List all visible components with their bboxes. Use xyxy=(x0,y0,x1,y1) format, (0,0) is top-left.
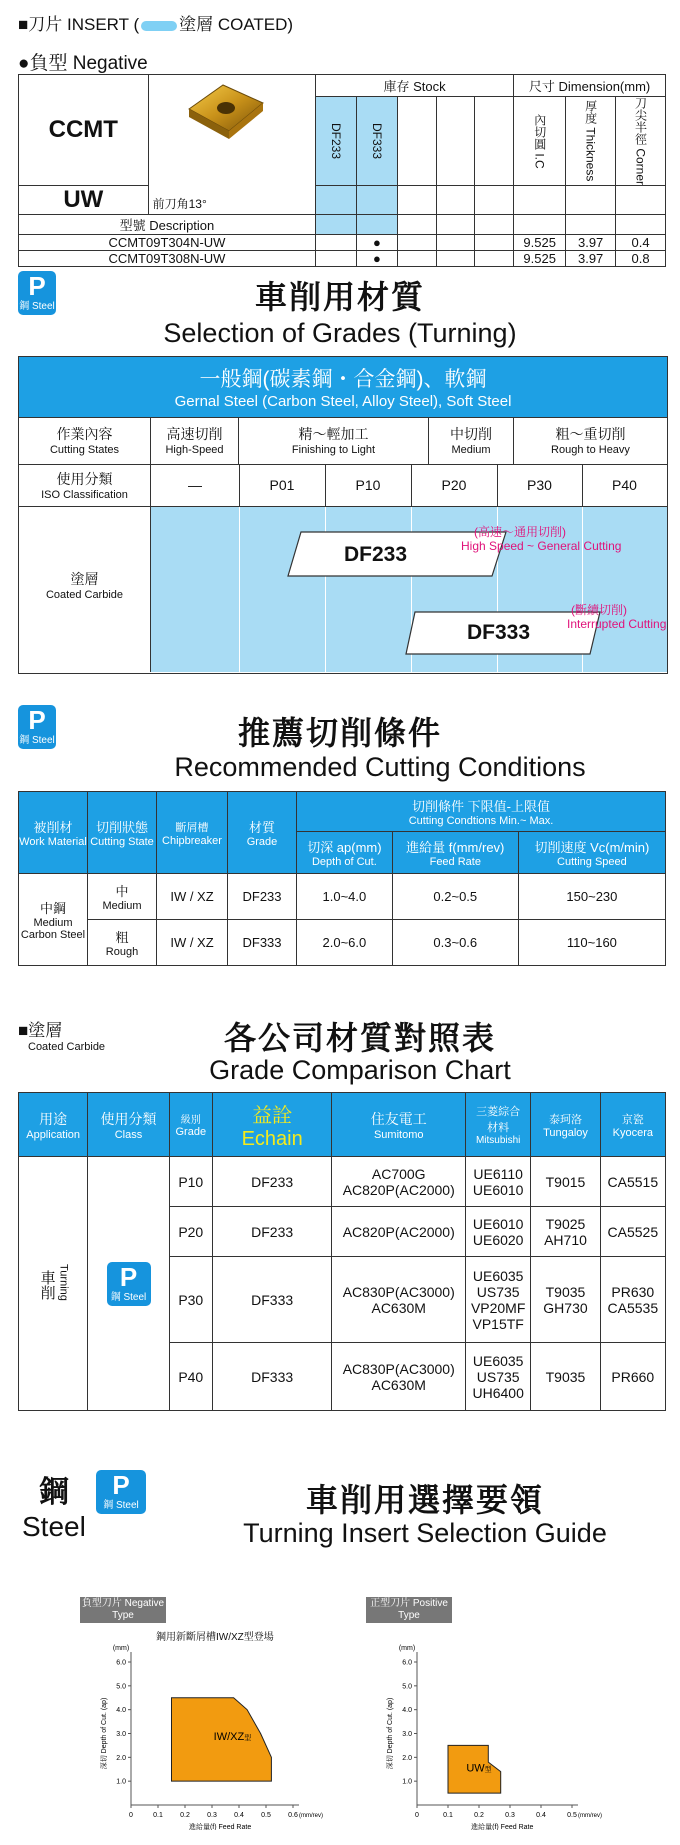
section-header xyxy=(18,10,293,35)
x-tick-label: 0 xyxy=(129,1812,133,1819)
table-row: 粗 Rough IW / XZ DF333 2.0~6.0 0.3~0.6 110~160 xyxy=(19,920,666,966)
x-tick-label: 0.6 xyxy=(288,1812,298,1819)
table-row: P20 DF233 AC820P(AC2000) UE6010 UE6020 T9025 AH710 CA5525 xyxy=(19,1207,666,1257)
df233-label: DF233 xyxy=(344,543,408,566)
table-row: 車削 Turning P 鋼 Steel P10 DF233 AC700G AC820P(AC2000) UE6110 UE6010 T9015 CA5515 xyxy=(19,1157,666,1207)
turning-en: Turning xyxy=(57,1263,70,1301)
medium-zh: 中切削 xyxy=(450,426,492,442)
y-tick-label: 1.0 xyxy=(116,1778,126,1786)
negative-chart-subtitle: 鋼用新斷屑槽IW/XZ型登場 xyxy=(156,1632,274,1643)
positive-type-chart xyxy=(382,1640,622,1830)
df233-note-zh: (高速～通用切削) xyxy=(474,525,566,539)
insert-photo xyxy=(179,79,269,151)
y-tick-label: 4.0 xyxy=(116,1707,126,1715)
region-label-suffix: 型 xyxy=(244,1734,252,1742)
region-label-text: IW/XZ xyxy=(213,1730,245,1743)
table-row: P40 DF333 AC830P(AC3000) AC630M UE6035 US735 UH6400 T9035 PR660 xyxy=(19,1343,666,1411)
iso-value: P10 xyxy=(325,465,412,506)
x-tick-label: 0.2 xyxy=(474,1812,484,1819)
region-label-suffix: 型 xyxy=(484,1766,492,1774)
df333-note-zh: (斷續切削) xyxy=(571,603,627,617)
conditions-table: 被削材 Work Material 切削狀態 Cutting State 斷屑槽 Chipbreaker 材質 Grade 切削條件 下限值-上限值 Cutting Condtions Min.~ Max. 切深 ap(mm) Depth of Cut. 進給量 f(mm/rev) Feed Rate 切削速度 Vc(m/min) Cutting Speed 中鋼 Medium Carbon Steel 中 Medium IW / XZ DF233 1.0~4.0 0.2~0.5 150~230 粗 Rough IW / XZ DF333 2.0~6.0 0.3~0.6 110~160 xyxy=(18,791,666,966)
insert-image-cell xyxy=(148,75,315,215)
y-tick-label: 4.0 xyxy=(402,1707,412,1715)
rough-zh: 粗～重切削 xyxy=(555,426,626,442)
table-row: CCMT09T308N-UW ● 9.525 3.97 0.8 xyxy=(19,251,666,267)
guide-steel-label: 鋼 Steel xyxy=(22,1476,86,1542)
x-unit: (mm/rev) xyxy=(299,1813,323,1819)
comparison-title-en: Grade Comparison Chart xyxy=(209,1055,511,1085)
iso-value: — xyxy=(151,465,240,506)
table-row: CCMT09T304N-UW ● 9.525 3.97 0.4 xyxy=(19,235,666,251)
y-tick-label: 2.0 xyxy=(402,1754,412,1762)
df233-note-en: High Speed ~ General Cutting xyxy=(461,539,622,553)
steel-badge: P 鋼 Steel xyxy=(96,1470,146,1514)
x-axis-label: 進給量(f) Feed Rate xyxy=(188,1824,252,1830)
grades-title-en: Selection of Grades (Turning) xyxy=(163,318,517,348)
insert-table xyxy=(18,74,666,267)
comparison-title-zh: 各公司材質對照表 xyxy=(223,1020,496,1056)
x-tick-label: 0.2 xyxy=(180,1812,190,1819)
turning-zh: 車削 xyxy=(38,1270,56,1301)
iso-value: P40 xyxy=(612,477,637,493)
header-prefix: ■刀片 INSERT ( xyxy=(18,15,140,34)
description-label: 型號 Description xyxy=(19,215,316,235)
table-row: 中鋼 Medium Carbon Steel 中 Medium IW / XZ DF233 1.0~4.0 0.2~0.5 150~230 xyxy=(19,874,666,920)
x-tick-label: 0.1 xyxy=(443,1812,453,1819)
finishing-zh: 精～輕加工 xyxy=(298,426,369,442)
conditions-title-en: Recommended Cutting Conditions xyxy=(174,752,586,782)
conditions-title-zh: 推薦切削條件 xyxy=(237,715,442,751)
steel-badge: P 鋼 Steel xyxy=(18,271,56,315)
dim-ic: 內切圓 I.C xyxy=(532,113,547,169)
iso-value: P20 xyxy=(411,465,498,506)
y-unit: (mm) xyxy=(112,1645,130,1652)
guide-title-en: Turning Insert Selection Guide xyxy=(243,1518,607,1548)
df333-note-en: Interrupted Cutting xyxy=(567,617,667,631)
negative-label: ●負型 Negative xyxy=(18,53,148,74)
grade-df333: DF333 xyxy=(369,122,384,160)
y-tick-label: 3.0 xyxy=(116,1731,126,1738)
y-tick-label: 3.0 xyxy=(402,1731,412,1738)
x-axis-label: 進給量(f) Feed Rate xyxy=(471,1824,534,1830)
steel-badge: P 鋼 Steel xyxy=(107,1262,151,1306)
x-tick-label: 0.4 xyxy=(536,1812,546,1819)
df333-label: DF333 xyxy=(467,621,531,644)
grades-banner-en: Gernal Steel (Carbon Steel, Alloy Steel), Soft Steel xyxy=(174,393,512,410)
table-row: P30 DF333 AC830P(AC3000) AC630M UE6035 US735 VP20MF VP15TF T9035 GH730 PR630 CA5535 xyxy=(19,1257,666,1343)
x-tick-label: 0.1 xyxy=(153,1812,163,1819)
header-coated: 塗層 COATED) xyxy=(179,15,294,34)
x-tick-label: 0.3 xyxy=(505,1812,515,1819)
x-tick-label: 0.4 xyxy=(234,1812,244,1819)
x-tick-label: 0 xyxy=(415,1812,419,1819)
y-tick-label: 5.0 xyxy=(116,1683,126,1691)
rake-angle: 前刀角13° xyxy=(152,197,207,212)
dim-corner: 刀尖半徑 Corner xyxy=(633,97,648,186)
y-tick-label: 5.0 xyxy=(402,1683,412,1691)
y-unit: (mm) xyxy=(398,1645,416,1652)
grade-df233: DF233 xyxy=(328,122,343,160)
model-ccmt: CCMT xyxy=(19,75,149,186)
x-tick-label: 0.5 xyxy=(261,1812,271,1819)
positive-chart-title: 正型刀片 Positive Type xyxy=(366,1597,452,1623)
coated-zh: 塗層 xyxy=(70,571,99,587)
region-label-text: UW xyxy=(466,1762,485,1775)
steel-badge: P 鋼 Steel xyxy=(18,705,56,749)
y-tick-label: 1.0 xyxy=(402,1778,412,1786)
guide-title-zh: 車削用選擇要領 xyxy=(305,1482,544,1518)
coated-label: ■塗層 Coated Carbide xyxy=(18,1021,106,1053)
coated-swatch xyxy=(141,21,177,31)
dim-thickness: 厚度 Thickness xyxy=(583,100,598,182)
dimension-header: 尺寸 Dimension(mm) xyxy=(514,75,666,97)
x-tick-label: 0.5 xyxy=(567,1812,577,1819)
grades-banner-zh: 一般鋼(碳素鋼・合金鋼)、軟鋼 xyxy=(199,368,487,391)
y-tick-label: 6.0 xyxy=(402,1659,412,1667)
y-tick-label: 2.0 xyxy=(116,1754,126,1762)
x-unit: (mm/rev) xyxy=(578,1813,602,1819)
grades-table: 一般鋼(碳素鋼・合金鋼)、軟鋼 Gernal Steel (Carbon Steel, Alloy Steel), Soft Steel 作業內容 Cutting States 高速切削 High-Speed 精～輕加工 Finishing to Light 中切削 Medium 粗～重切削 Rough to Heavy 使用分類 ISO Classification — P01 P10 P20 P30 P40 塗層 Coated Carbide DF233 (高速～通用切削) High Speed ~ General Cutting DF333 (斷續切削) Interrupted Cutting xyxy=(18,356,668,674)
model-uw: UW xyxy=(19,186,149,215)
high-speed-zh: 高速切削 xyxy=(166,426,223,442)
y-axis-label: 深切 Depth of Cut. (ap) xyxy=(387,1697,394,1770)
iso-zh: 使用分類 xyxy=(56,471,113,487)
y-axis-label: 深切 Depth of Cut. (ap) xyxy=(101,1697,108,1770)
negative-chart-title: 負型刀片 Negative Type xyxy=(81,1598,165,1621)
y-tick-label: 6.0 xyxy=(116,1659,126,1667)
cutting-states-zh: 作業內容 xyxy=(56,426,113,442)
iso-value: P30 xyxy=(497,465,583,506)
x-tick-label: 0.3 xyxy=(207,1812,217,1819)
comparison-table: 用途 Application 使用分類 Class 級別 Grade 益詮 Echain 住友電工 Sumitomo 三菱綜合材料 Mitsubishi 泰珂洛 Tungaloy 京瓷 Kyocera 車削 Turning P 鋼 Steel P10 DF233 AC700G AC820P(AC2000) UE6110 UE6010 T9015 CA5515 P20 DF233 AC820P(AC2000) UE6010 UE6020 T9025 AH710 CA5525 P30 DF333 AC830P(AC3000) AC630M UE6035 US735 VP20MF VP15TF T9035 GH730 PR630 CA5535 P40 DF333 AC830P(AC3000) AC630M UE6035 US735 UH6400 T9035 PR660 xyxy=(18,1092,666,1411)
iso-value: P01 xyxy=(239,465,326,506)
grades-title-zh: 車削用材質 xyxy=(254,279,425,315)
negative-type-chart xyxy=(96,1640,336,1830)
stock-header: 庫存 Stock xyxy=(315,75,513,97)
